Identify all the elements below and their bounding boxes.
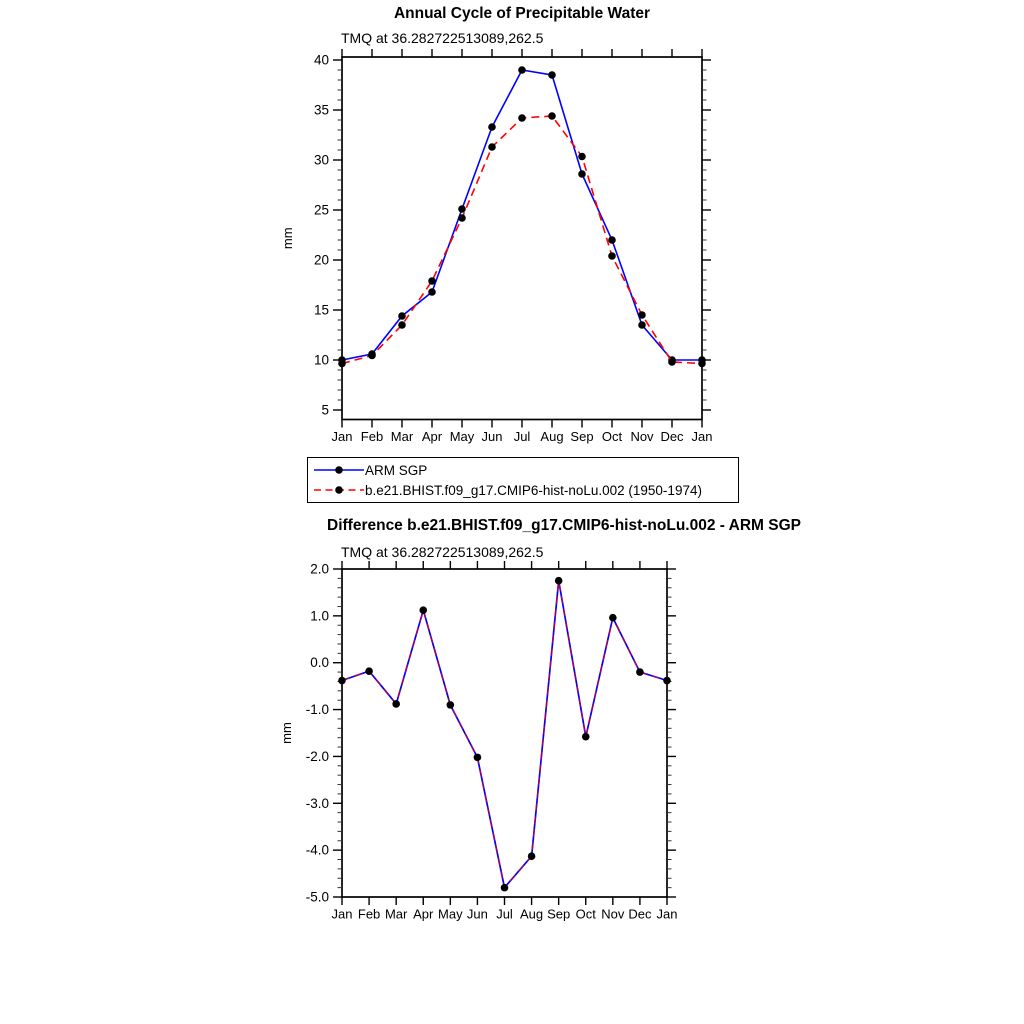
chart1-data-point <box>608 236 616 244</box>
chart1-x-tick-label: Jan <box>331 429 353 444</box>
chart1-x-tick-label: Jan <box>691 429 713 444</box>
chart2-x-tick-label: Dec <box>628 906 652 922</box>
chart2-y-tick-label: -1.0 <box>305 702 329 718</box>
chart2-data-point <box>582 733 590 741</box>
legend-item-model <box>308 480 738 500</box>
chart2-x-tick-label: Apr <box>413 906 434 922</box>
chart1-data-point <box>578 170 586 178</box>
chart1-y-axis-label: mm <box>280 227 295 250</box>
chart2-y-tick-label: 2.0 <box>310 561 329 577</box>
chart2-subtitle: TMQ at 36.282722513089,262.5 <box>341 544 544 560</box>
chart1-data-point <box>578 153 586 161</box>
chart2-data-point <box>528 852 536 860</box>
chart1-data-point <box>518 114 526 122</box>
chart2-data-point <box>447 701 455 709</box>
chart1-plot-border <box>342 57 702 420</box>
chart2-data-point <box>392 700 400 708</box>
chart2-data-point <box>501 884 509 892</box>
chart1-data-point <box>488 143 496 151</box>
legend-label-obs: ARM SGP <box>365 462 428 478</box>
chart1-data-point <box>638 311 646 319</box>
chart1-data-point <box>458 205 466 213</box>
chart1-x-tick-label: Apr <box>421 429 443 444</box>
chart1-data-point <box>548 71 556 79</box>
chart1-y-tick-label: 5 <box>321 402 329 418</box>
chart1-x-tick-label: Nov <box>630 429 654 444</box>
chart1-x-tick-label: Dec <box>660 429 684 444</box>
chart2-y-axis-label: mm <box>279 722 294 744</box>
chart1-data-point <box>398 321 406 329</box>
chart2-x-tick-label: Jan <box>656 906 678 922</box>
chart1-x-tick-label: Sep <box>570 429 594 444</box>
chart1-y-tick-label: 25 <box>313 202 329 218</box>
legend-label-model: b.e21.BHIST.f09_g17.CMIP6-hist-noLu.002 (1950-1974) <box>365 482 702 498</box>
chart1-data-point <box>458 214 466 222</box>
chart1-data-point <box>338 360 346 368</box>
legend-dashed-line-icon <box>313 482 365 498</box>
chart2-data-point <box>419 606 427 614</box>
chart1-data-point <box>368 352 376 360</box>
legend-item-obs <box>308 460 738 480</box>
chart1-data-point <box>428 277 436 285</box>
chart1-y-tick-label: 40 <box>313 52 329 68</box>
chart1-y-tick-label: 20 <box>313 252 329 268</box>
chart2-data-point <box>636 668 644 676</box>
legend-box <box>307 457 739 503</box>
chart1-data-point <box>488 123 496 131</box>
chart2-y-tick-label: 1.0 <box>310 608 329 624</box>
chart1-data-point <box>698 360 706 368</box>
chart1-subtitle: TMQ at 36.282722513089,262.5 <box>341 30 544 46</box>
chart2-x-tick-label: Feb <box>357 906 381 922</box>
chart1-y-tick-label: 35 <box>313 102 329 118</box>
chart2-x-tick-label: Jun <box>466 906 488 922</box>
chart2-series-line-0 <box>342 581 667 888</box>
chart2-y-tick-label: -2.0 <box>305 748 329 764</box>
chart2-x-tick-label: Sep <box>547 906 571 922</box>
chart1-data-point <box>638 321 646 329</box>
chart1-series-line-0 <box>342 70 702 360</box>
chart2-x-tick-label: May <box>438 906 463 922</box>
chart1-x-tick-label: Mar <box>390 429 414 444</box>
chart1-series-line-1 <box>342 116 702 364</box>
chart1-data-point <box>428 288 436 296</box>
legend-solid-line-icon <box>313 462 365 478</box>
chart1-data-point <box>398 312 406 320</box>
chart1-x-tick-label: Jun <box>481 429 503 444</box>
chart1-data-point <box>518 66 526 74</box>
chart1-x-tick-label: Feb <box>360 429 384 444</box>
chart2-x-tick-label: Mar <box>384 906 408 922</box>
chart2-x-tick-label: Oct <box>575 906 596 922</box>
chart1-title: Annual Cycle of Precipitable Water <box>393 5 651 22</box>
chart2-data-point <box>338 677 346 685</box>
chart2-x-tick-label: Jan <box>331 906 353 922</box>
chart2-data-point <box>609 614 617 622</box>
chart2-y-tick-label: -4.0 <box>305 842 329 858</box>
chart1-x-tick-label: Jul <box>513 429 531 444</box>
chart2-y-tick-label: 0.0 <box>310 655 329 671</box>
chart2-title: Difference b.e21.BHIST.f09_g17.CMIP6-hist-noLu.002 - ARM SGP <box>327 517 802 534</box>
chart2-x-tick-label: Nov <box>601 906 625 922</box>
chart2-x-tick-label: Aug <box>520 906 544 922</box>
chart1-data-point <box>668 358 676 366</box>
chart2-y-tick-label: -5.0 <box>305 889 329 905</box>
chart2-data-point <box>555 577 563 585</box>
chart1-y-tick-label: 10 <box>313 352 329 368</box>
chart1-x-tick-label: Oct <box>601 429 623 444</box>
chart2-data-point <box>474 754 482 762</box>
chart2-data-point <box>365 667 373 675</box>
chart2-x-tick-label: Jul <box>496 906 513 922</box>
chart1-data-point <box>608 252 616 260</box>
chart1-x-tick-label: May <box>449 429 475 444</box>
chart1-y-tick-label: 30 <box>313 152 329 168</box>
chart1-data-point <box>548 112 556 120</box>
chart2-y-tick-label: -3.0 <box>305 795 329 811</box>
chart2-data-point <box>663 677 671 685</box>
chart2-plot-border <box>342 569 667 897</box>
chart1-y-tick-label: 15 <box>313 302 329 318</box>
chart1-x-tick-label: Aug <box>540 429 564 444</box>
